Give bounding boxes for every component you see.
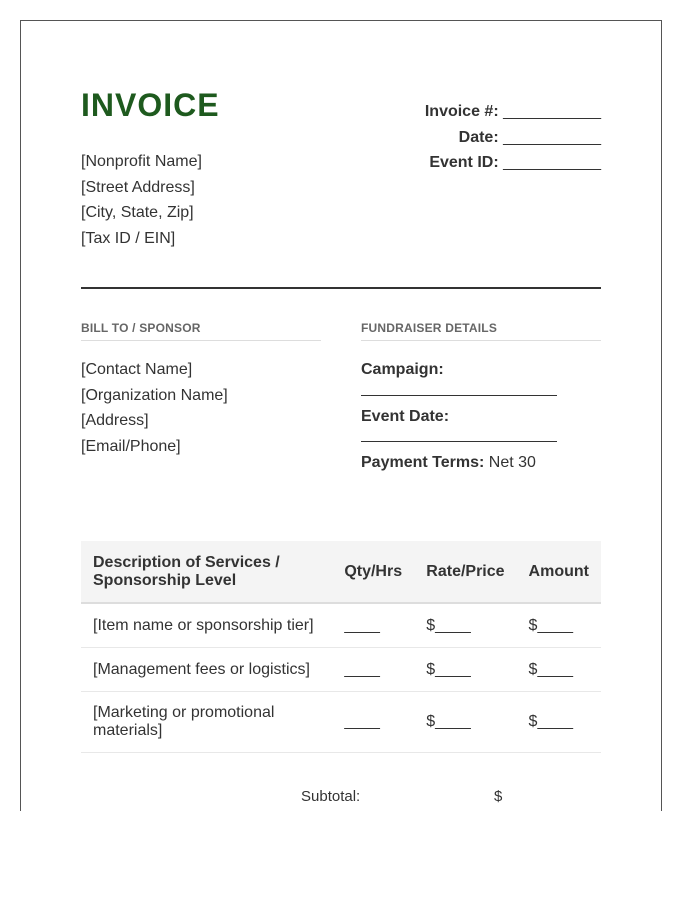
table-row	[81, 648, 601, 692]
payment-terms-value: Net 30	[488, 454, 536, 471]
event-id-row	[425, 150, 601, 176]
bill-to-heading: BILL TO / SPONSOR	[81, 321, 321, 341]
row-rate[interactable]: $____	[414, 692, 516, 753]
header-divider	[81, 287, 601, 289]
event-id-blank[interactable]: ___________	[503, 154, 601, 171]
row-rate[interactable]: $____	[414, 648, 516, 692]
date-label: Date:	[458, 128, 499, 146]
header-description: Description of Services / Sponsorship Level	[81, 541, 332, 603]
row-amount[interactable]: $____	[517, 648, 601, 692]
table-row	[81, 603, 601, 648]
invoice-meta	[425, 99, 601, 176]
row-description: [Marketing or promotional materials]	[81, 692, 332, 753]
bill-to-block	[81, 357, 228, 459]
email-phone: [Email/Phone]	[81, 437, 181, 455]
row-qty[interactable]: ____	[332, 603, 414, 648]
row-qty[interactable]: ____	[332, 648, 414, 692]
invoice-number-label: Invoice #:	[424, 103, 499, 120]
campaign-blank-line[interactable]	[361, 385, 557, 396]
header-qty: Qty/Hrs	[332, 541, 414, 603]
event-date-blank-line[interactable]	[361, 431, 557, 442]
payment-terms-label: Payment Terms:	[361, 454, 485, 471]
city-state-zip: [City, State, Zip]	[81, 204, 194, 221]
campaign-label: Campaign:	[361, 361, 444, 378]
nonprofit-name: [Nonprofit Name]	[81, 153, 202, 170]
subtotal-label: Subtotal:	[301, 788, 361, 805]
subtotal-value[interactable]: $	[494, 788, 503, 805]
sponsor-address: [Address]	[81, 412, 149, 429]
invoice-title: INVOICE	[81, 87, 220, 123]
event-date-label: Event Date:	[361, 407, 450, 425]
invoice-page	[20, 20, 662, 811]
nonprofit-address-block	[81, 149, 202, 251]
organization-name: [Organization Name]	[81, 386, 228, 404]
invoice-number-row	[425, 99, 601, 125]
invoice-number-blank[interactable]: ___________	[503, 103, 601, 120]
payment-terms-row	[361, 450, 557, 476]
row-amount[interactable]: $____	[517, 692, 601, 753]
row-qty[interactable]: ____	[332, 692, 414, 753]
row-amount[interactable]: $____	[517, 603, 601, 648]
street-address: [Street Address]	[81, 178, 195, 196]
fundraiser-details-heading: FUNDRAISER DETAILS	[361, 321, 601, 341]
event-id-label: Event ID:	[429, 154, 499, 171]
tax-id: [Tax ID / EIN]	[81, 229, 176, 247]
fundraiser-details-block	[361, 357, 557, 476]
contact-name: [Contact Name]	[81, 361, 193, 378]
header-amount: Amount	[517, 541, 601, 603]
row-description: [Item name or sponsorship tier]	[81, 603, 332, 648]
header-rate: Rate/Price	[414, 541, 516, 603]
date-blank[interactable]: ___________	[503, 128, 601, 146]
line-items-table	[81, 541, 601, 753]
date-row	[425, 125, 601, 151]
row-description: [Management fees or logistics]	[81, 648, 332, 692]
table-row	[81, 692, 601, 753]
row-rate[interactable]: $____	[414, 603, 516, 648]
table-header-row	[81, 541, 601, 603]
